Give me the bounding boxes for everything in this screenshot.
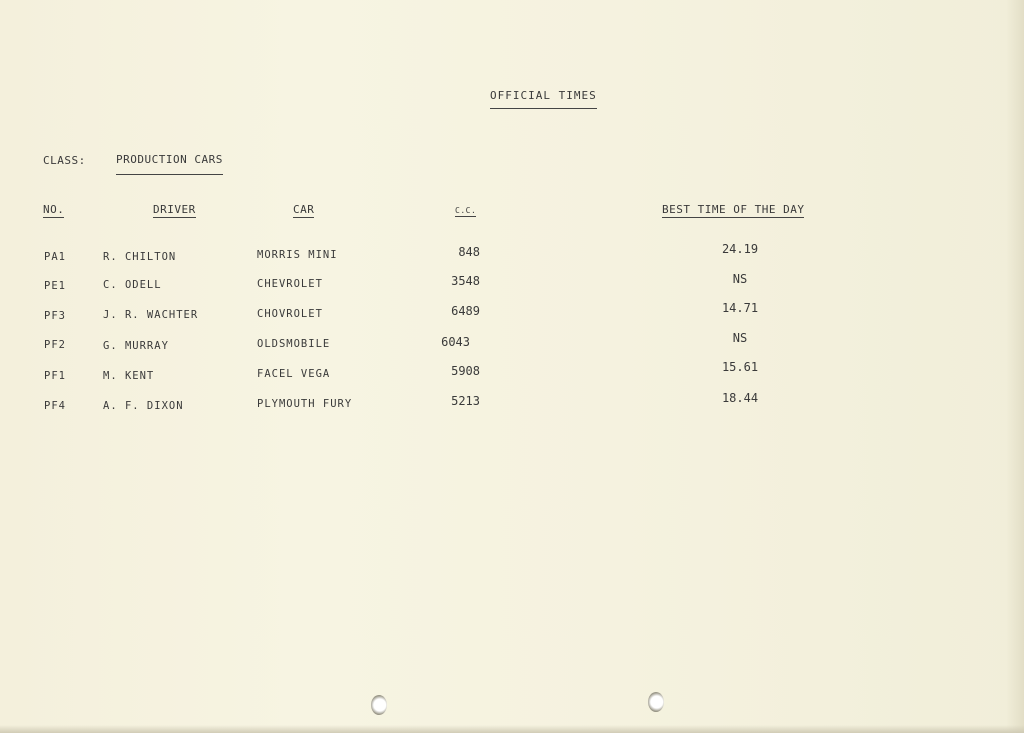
row-cc: 848 xyxy=(458,245,480,259)
row-no: PF3 xyxy=(44,310,66,322)
row-driver: C. ODELL xyxy=(103,279,162,291)
column-header-cc: C.C. xyxy=(455,206,477,215)
row-car: CHEVROLET xyxy=(257,278,323,290)
page-bottom-edge xyxy=(0,725,1024,733)
row-cc: 6489 xyxy=(451,304,480,318)
row-no: PF2 xyxy=(44,339,66,351)
column-header-driver: DRIVER xyxy=(153,203,196,216)
row-driver: G. MURRAY xyxy=(103,340,169,352)
row-best-time: 18.44 xyxy=(721,391,759,405)
binder-hole-left xyxy=(371,695,387,715)
row-car: PLYMOUTH FURY xyxy=(257,398,353,410)
row-cc: 3548 xyxy=(451,274,480,288)
row-no: PF1 xyxy=(44,370,66,382)
document-title: OFFICIAL TIMES xyxy=(490,89,597,109)
row-driver: M. KENT xyxy=(103,370,155,382)
row-best-time: 15.61 xyxy=(721,360,759,374)
page-edge-shadow xyxy=(1006,0,1024,733)
class-value: PRODUCTION CARS xyxy=(116,153,223,175)
column-header-car: CAR xyxy=(293,203,315,216)
row-driver: A. F. DIXON xyxy=(103,400,184,412)
row-best-time: 14.71 xyxy=(721,301,759,315)
column-header-no: NO. xyxy=(43,203,65,216)
row-cc: 5213 xyxy=(451,394,480,408)
row-car: MORRIS MINI xyxy=(257,249,338,261)
row-car: OLDSMOBILE xyxy=(257,338,331,350)
row-no: PA1 xyxy=(44,251,66,263)
row-cc: 5908 xyxy=(451,364,480,378)
column-header-best-time: BEST TIME OF THE DAY xyxy=(662,203,805,216)
binder-hole-right xyxy=(648,692,664,712)
row-driver: R. CHILTON xyxy=(103,251,177,263)
row-best-time: NS xyxy=(732,331,748,345)
row-driver: J. R. WACHTER xyxy=(103,309,199,321)
row-car: FACEL VEGA xyxy=(257,368,331,380)
row-cc: 6043 xyxy=(441,335,470,349)
row-car: CHOVROLET xyxy=(257,308,323,320)
row-no: PF4 xyxy=(44,400,66,412)
class-label: CLASS: xyxy=(43,154,86,167)
row-no: PE1 xyxy=(44,280,66,292)
row-best-time: NS xyxy=(732,272,748,286)
row-best-time: 24.19 xyxy=(721,242,759,256)
